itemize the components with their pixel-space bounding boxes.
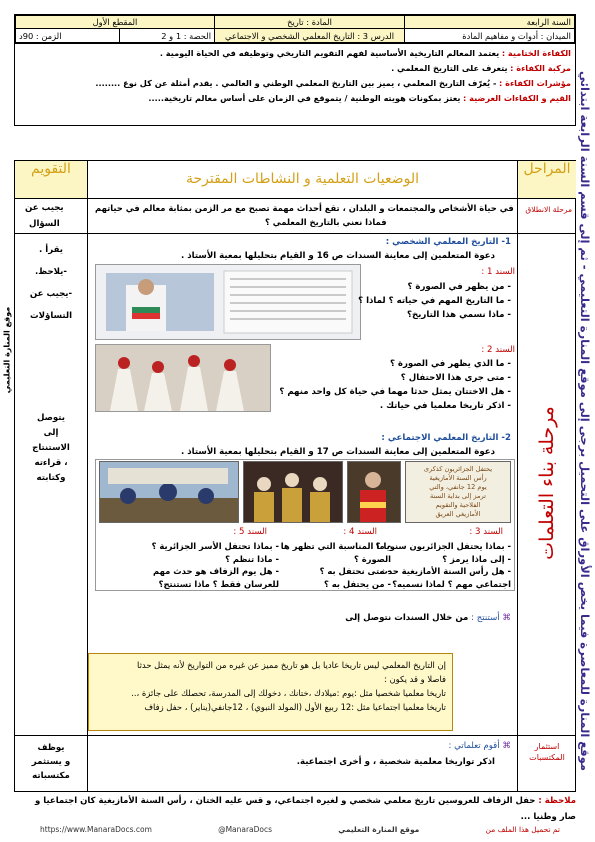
doc3-title: السند 3 :: [469, 527, 503, 537]
lesson-header: [14, 14, 576, 126]
banner-text: موقع المنارة للمعاصرة فيما يخص الأوراق على التحميل برجى إلى موقع المنارة التعليمي - ثم إلى قسم السنة الرابعة ابتدائي: [578, 71, 592, 771]
component-competency: مركبة الكفاءة : يتعرف على التاريخ المعلمي .: [391, 63, 571, 73]
section2-title: 2- التاريخ المعلمي الاجتماعي :: [381, 433, 511, 443]
final-competency: الكفاءة الختامية : يعتمد المعالم التاريخية الأساسية لفهم التقويم التاريخي وتوظيفه في الحياة اليومية .: [159, 48, 571, 58]
col-assessment-header: التقويم: [15, 161, 87, 199]
stage-build: مرحلة بناء التعلمات: [536, 406, 558, 560]
footer-site: موقع المنارة التعليمي: [338, 824, 420, 834]
conclude-line: ⌘ أستنتج : من خلال السندات نتوصل إلى: [345, 613, 511, 623]
doc4-title: السند 4 :: [343, 527, 377, 537]
doc5-questions: - بماذا تحتفل الأسر الجزائرية ؟ - ماذا تنظم ؟ - هل يوم الزفاف هو حدث مهم للعرسان فقط ؟ ماذا تستنتج؟: [151, 541, 279, 589]
doc1-photo-box: [95, 264, 361, 340]
footer-made-by: تم تحميل هذا الملف من: [485, 824, 560, 834]
start-eval-2: السؤال: [29, 219, 60, 229]
header-subject: المادة : تاريخ: [215, 16, 405, 29]
start-eval-1: يجيب عن: [25, 203, 64, 213]
doc1-questions: - من يظهر في الصورة ؟ - ما التاريخ المهم في حياته ؟ لماذا ؟ - ماذا نسمي هذا التاريخ؟: [358, 282, 511, 320]
footer-url[interactable]: https://www.ManaraDocs.com: [40, 824, 152, 834]
doc4-questions: - ما المناسبة التي تظهر ها الصورة ؟ - متى نحتفل به ؟ - من يحتفل به ؟: [280, 541, 391, 589]
section1-instruction: دعوة المتعلمين إلى معاينة السندات ص 16 و القيام بتحليلها بمعية الأستاذ .: [180, 251, 495, 261]
doc2-title: السند 2 :: [481, 345, 515, 355]
left-vertical-strip: [0, 20, 14, 820]
values: القيم و الكفاءات العرضية : يعتز بمكونات هويته الوطنية / يتموقع في الزمان على أساس معالم تاريخية.....: [148, 93, 571, 103]
competencies-block: [15, 43, 575, 125]
header-segment: المقطع الأول: [16, 16, 215, 29]
doc5-image: [99, 461, 239, 523]
doc3-photo: [347, 461, 401, 523]
doc4-image: [243, 461, 343, 523]
note-label: ملاحظة :: [538, 796, 576, 806]
doc3-questions: - بماذا يحتفل الجزائريون سنويا ؟ - إلى ماذا يرمز ؟ - هل رأس السنة الأمازيغية حدث اجتماعي مهم ؟ لماذا نسميه؟: [375, 541, 511, 589]
note-text-1: حفل الزفاف للعروسين تاريخ معلمي شخصي و لغيره اجتماعي، و قس عليه الختان ، رأس السنة الأمازيغية كان اجتماعيا و: [35, 796, 536, 806]
note-block: [14, 794, 576, 824]
doc3-text-card: يحتفل الجزائريون كذكرى رأس السنة الأمازيغية يوم 12 جانفي، والتي ترمز إلى بداية السنة الفلاحية والتقويم الأمازيغي العريق: [405, 461, 511, 523]
star-icon-2: ⌘: [502, 741, 511, 751]
doc1-title: السند 1 :: [481, 267, 515, 277]
lesson-table: [14, 160, 576, 792]
invest-eval: يوظف و يستثمر مكتسباته: [31, 743, 71, 781]
col-activities-header: الوضعيات التعلمية و النشاطات المقترحة: [88, 161, 517, 199]
header-session: الحصة : 1 و 2: [119, 29, 214, 42]
doc5-title: السند 5 :: [233, 527, 267, 537]
row-divider-invest: [15, 735, 575, 736]
right-vertical-banner: [575, 0, 595, 842]
conclusion-box: إن التاريخ المعلمي ليس تاريخا عاديا بل هو تاريخ مميز عن غيره من التواريخ لأنه يمثل حدثا فاصلا و قد يكون : تاريخا معلميا شخصيا مثل :يوم :ميلادك ،ختانك ، دخولك إلى المدرسة، تحصلك على جائزة ،.. تاريخا معلميا اجتماعيا مثل :12 ربيع الأول (المولد النبوي) ، 12جانفي(يناير) ، حفل زفاف: [88, 653, 453, 731]
start-text-2: فماذا نعني بالتاريخ المعلمي ؟: [265, 217, 387, 227]
doc2-photo-box: [95, 344, 271, 412]
build-eval-list-2: يتوصل إلى الاستنتاج ، قراءته وكتابته: [32, 413, 70, 483]
doc1-image: [96, 265, 360, 339]
header-field: الميدان : أدوات و مفاهيم المادة: [405, 29, 575, 43]
row-divider-start: [15, 233, 575, 234]
indicators: مؤشرات الكفاءة : - يُعرّف التاريخ المعلمي ، يميز بين التاريخ المعلمي الوطني و العالمي . يقدم أمثلة عن كل نوع ........: [95, 78, 571, 88]
section1-title: 1- التاريخ المعلمي الشخصي :: [385, 237, 511, 247]
learned-label-line: ⌘ أقوم تعلماتي :: [448, 741, 511, 751]
doc2-questions: - ما الذي يظهر في الصورة ؟ - متى جرى هذا الاحتفال ؟ - هل الاختتان يمثل حدثا مهما في حياة كل واحد منهم ؟ - اذكر تاريخا معلميا في حياتك .: [279, 359, 511, 411]
doc2-image: [96, 345, 270, 411]
build-eval-list: يقرأ . -يلاحظ. -يجيب عن التساؤلات: [29, 245, 73, 321]
section2-instruction: دعوة المتعلمين إلى معاينة السندات ص 17 و القيام بتحليلها بمعية الأستاذ .: [180, 447, 495, 457]
header-lesson: الدرس 3 : التاريخ المعلمي الشخصي و الاجتماعي: [215, 29, 405, 43]
learned-text: اذكر تواريخا معلمية شخصية ، و أخرى اجتماعية.: [296, 757, 495, 767]
header-level: السنة الرابعة: [405, 16, 575, 29]
col-stages-header: المراحل: [518, 161, 576, 199]
stage-build-cell: [518, 233, 576, 733]
footer: [40, 822, 560, 836]
note-text-2: صار وطنيا ...: [520, 812, 576, 822]
left-site-label: موقع المنارة التعليمي: [2, 306, 12, 394]
header-time: الزمن : 90د: [19, 30, 62, 41]
stage-start: مرحلة الانطلاق: [525, 205, 572, 214]
star-icon: ⌘: [502, 613, 511, 623]
stage-invest: استثمار المكتسبات: [529, 742, 565, 762]
header-table: [15, 15, 575, 43]
start-text-1: في حياة الأشخاص والمجتمعات و البلدان ، تقع أحداث مهمة تصبح مع مر الزمن بمثابة معالم في حياتهم: [95, 203, 514, 213]
footer-handle[interactable]: @ManaraDocs: [218, 824, 273, 834]
